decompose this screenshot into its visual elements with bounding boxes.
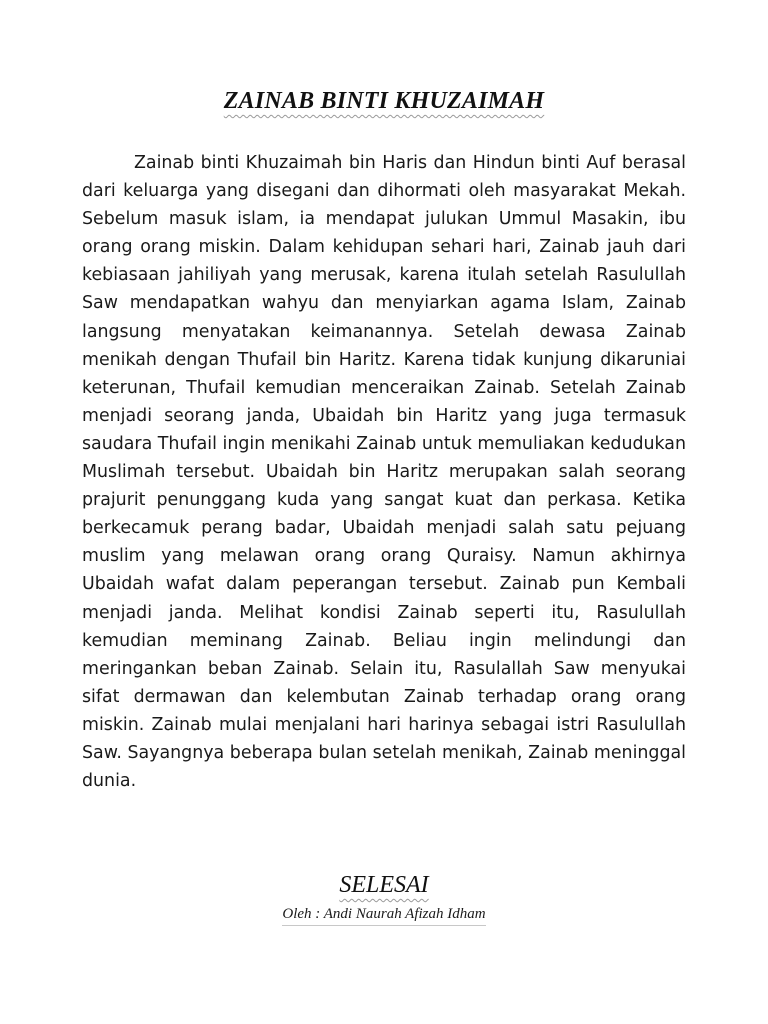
closing-heading [0,872,768,899]
closing-text: SELESAI [339,872,429,898]
body-paragraph: Zainab binti Khuzaimah bin Haris dan Hindun binti Auf berasal dari keluarga yang disegani dan dihormati oleh masyarakat Mekah. Sebelum masuk islam, ia mendapat julukan Ummul Masakin, ibu orang orang miskin. Dalam kehidupan sehari hari, Zainab jauh dari kebiasaan jahiliyah yang merusak, karena itulah setelah Rasulullah Saw mendapatkan wahyu dan menyiarkan agama Islam, Zainab langsung menyatakan keimanannya. Setelah dewasa Zainab menikah dengan Thufail bin Haritz. Karena tidak kunjung dikaruniai keterunan, Thufail kemudian menceraikan Zainab. Setelah Zainab menjadi seorang janda, Ubaidah bin Haritz yang juga termasuk saudara Thufail ingin menikahi Zainab untuk memuliakan kedudukan Muslimah tersebut. Ubaidah bin Haritz merupakan salah seorang prajurit penunggang kuda yang sangat kuat dan perkasa. Ketika berkecamuk perang badar, Ubaidah menjadi salah satu pejuang muslim yang melawan orang orang Quraisy. Namun akhirnya Ubaidah wafat dalam peperangan tersebut. Zainab pun Kembali menjadi janda. Melihat kondisi Zainab seperti itu, Rasulullah kemudian meminang Zainab. Beliau ingin melindungi dan meringankan beban Zainab. Selain itu, Rasulallah Saw menyukai sifat dermawan dan kelembutan Zainab terhadap orang orang miskin. Zainab mulai menjalani hari harinya sebagai istri Rasulullah Saw. Sayangnya beberapa bulan setelah menikah, Zainab meninggal dunia. [82,153,686,792]
document-title-text: ZAINAB BINTI KHUZAIMAH [223,88,545,114]
author-text: Oleh : Andi Naurah Afizah Idham [282,906,485,926]
author-line [0,906,768,926]
document-title [0,88,768,118]
